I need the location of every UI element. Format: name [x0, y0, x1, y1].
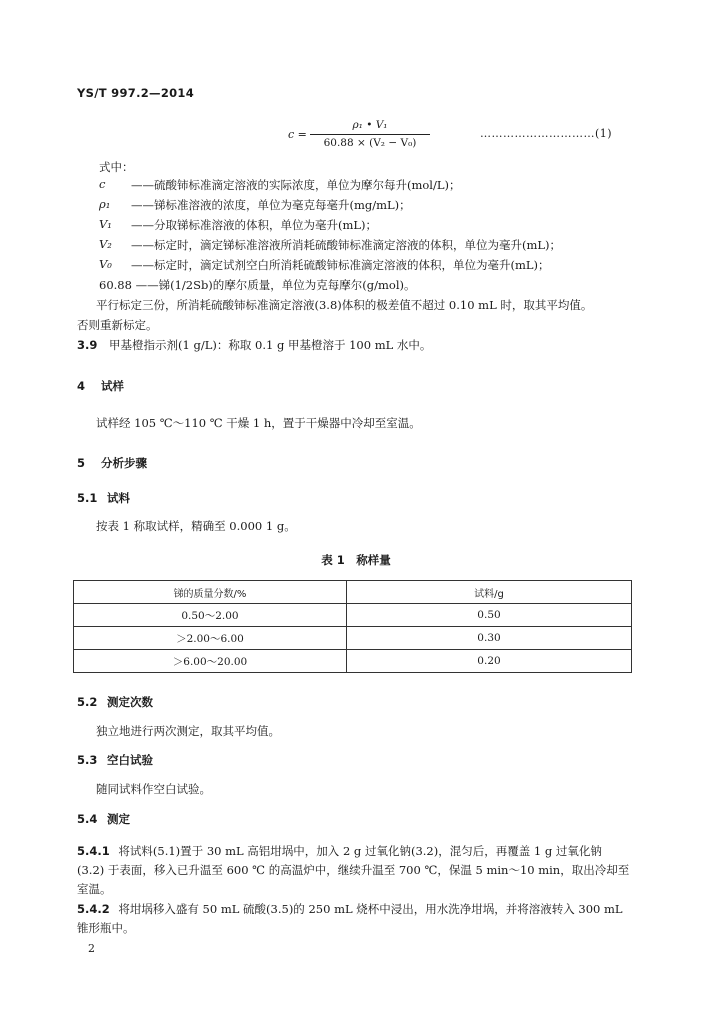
legend-symbol: ρ₁ — [99, 197, 111, 211]
section-5-4-heading — [77, 811, 130, 827]
table-header-row — [74, 581, 632, 604]
paragraph-5-4-2-line2: 锥形瓶中。 — [77, 921, 135, 935]
table-cell: 0.30 — [347, 627, 632, 650]
formula-reference: …………………………(1) — [480, 127, 613, 140]
paragraph-number: 5.4.1 — [77, 844, 110, 858]
page-number: 2 — [88, 942, 95, 955]
paragraph-parallel-line1: 平行标定三份，所消耗硫酸铈标准滴定溶液(3.8)体积的极差值不超过 0.10 mL 时，取其平均值。 — [96, 298, 593, 312]
table-header-cell: 试料/g — [347, 581, 632, 604]
paragraph-5-4-2-line1 — [77, 901, 623, 917]
legend-description: ——硫酸铈标准滴定溶液的实际浓度，单位为摩尔每升(mol/L)； — [131, 178, 461, 192]
table-1-title: 表 1 称样量 — [321, 553, 391, 567]
section-number: 4 — [77, 379, 86, 393]
legend-description: ——锑标准溶液的浓度，单位为毫克每毫升(mg/mL)； — [131, 198, 411, 212]
legend-description: ——标定时，滴定锑标准溶液所消耗硫酸铈标准滴定溶液的体积，单位为毫升(mL)； — [131, 238, 562, 252]
legend-symbol: V₁ — [99, 217, 112, 231]
section-5-3-text: 随同试料作空白试验。 — [96, 782, 211, 796]
legend-description: ——标定时，滴定试剂空白所消耗硫酸铈标准滴定溶液的体积，单位为毫升(mL)； — [131, 258, 550, 272]
formula-lhs: c = — [288, 128, 307, 141]
table-row — [74, 650, 632, 673]
section-5-1-text: 按表 1 称取试样，精确至 0.000 1 g。 — [96, 519, 296, 533]
formula-numerator: ρ₁ • V₁ — [352, 119, 388, 131]
section-5-heading — [77, 455, 147, 471]
section-5-2-heading — [77, 694, 153, 710]
table-row — [74, 604, 632, 627]
section-number: 5.3 — [77, 753, 98, 767]
legend-item — [0, 237, 712, 255]
legend-symbol: V₀ — [99, 257, 112, 271]
section-title: 分析步骤 — [101, 456, 147, 470]
item-number: 3.9 — [77, 338, 98, 352]
formula-fraction — [310, 119, 430, 149]
legend-symbol: c — [99, 177, 106, 191]
table-cell: 0.50～2.00 — [74, 604, 347, 627]
standard-code-header: YS/T 997.2—2014 — [77, 86, 195, 100]
paragraph-text: 将试料(5.1)置于 30 mL 高铝坩埚中，加入 2 g 过氧化钠(3.2)，混匀后，再覆盖 1 g 过氧化钠 — [118, 844, 602, 858]
section-5-2-text: 独立地进行两次测定，取其平均值。 — [96, 724, 280, 738]
item-text: 甲基橙指示剂(1 g/L)：称取 0.1 g 甲基橙溶于 100 mL 水中。 — [109, 338, 432, 352]
paragraph-parallel-line2: 否则重新标定。 — [77, 318, 158, 332]
sample-mass-table — [73, 580, 632, 673]
section-number: 5.2 — [77, 695, 98, 709]
table-cell: 0.20 — [347, 650, 632, 673]
section-number: 5 — [77, 456, 86, 470]
section-title: 测定次数 — [107, 695, 153, 709]
paragraph-5-4-1-line3: 室温。 — [77, 882, 112, 896]
section-4-heading — [77, 378, 124, 394]
section-title: 测定 — [107, 812, 130, 826]
legend-molar-mass: 60.88 ——锑(1/2Sb)的摩尔质量，单位为克每摩尔(g/mol)。 — [99, 278, 416, 292]
legend-item — [0, 217, 712, 235]
section-4-text: 试样经 105 ℃～110 ℃ 干燥 1 h，置于干燥器中冷却至室温。 — [96, 416, 421, 430]
paragraph-text: 将坩埚移入盛有 50 mL 硫酸(3.5)的 250 mL 烧杯中浸出，用水洗净坩埚，并将溶液转入 300 mL — [118, 902, 623, 916]
section-title: 空白试验 — [107, 753, 153, 767]
legend-item — [0, 177, 712, 195]
fraction-bar — [310, 134, 430, 135]
table-cell: ＞6.00～20.00 — [74, 650, 347, 673]
section-number: 5.4 — [77, 812, 98, 826]
section-5-3-heading — [77, 752, 153, 768]
paragraph-5-4-1-line1 — [77, 843, 602, 859]
legend-symbol: V₂ — [99, 237, 112, 251]
table-row — [74, 627, 632, 650]
paragraph-5-4-1-line2: (3.2) 于表面，移入已升温至 600 ℃ 的高温炉中，继续升温至 700 ℃，保温 5 min～10 min，取出冷却至 — [77, 863, 630, 877]
section-title: 试样 — [101, 379, 124, 393]
section-title: 试料 — [107, 491, 130, 505]
section-number: 5.1 — [77, 491, 98, 505]
paragraph-number: 5.4.2 — [77, 902, 110, 916]
legend-intro: 式中： — [99, 160, 134, 174]
table-header-cell: 锑的质量分数/% — [74, 581, 347, 604]
legend-item — [0, 257, 712, 275]
formula-denominator: 60.88 × (V₂ − V₀) — [323, 137, 417, 149]
item-3-9 — [77, 337, 431, 353]
legend-item — [0, 197, 712, 215]
legend-description: ——分取锑标准溶液的体积，单位为毫升(mL)； — [131, 218, 378, 232]
table-cell: 0.50 — [347, 604, 632, 627]
section-5-1-heading — [77, 490, 130, 506]
table-cell: ＞2.00～6.00 — [74, 627, 347, 650]
